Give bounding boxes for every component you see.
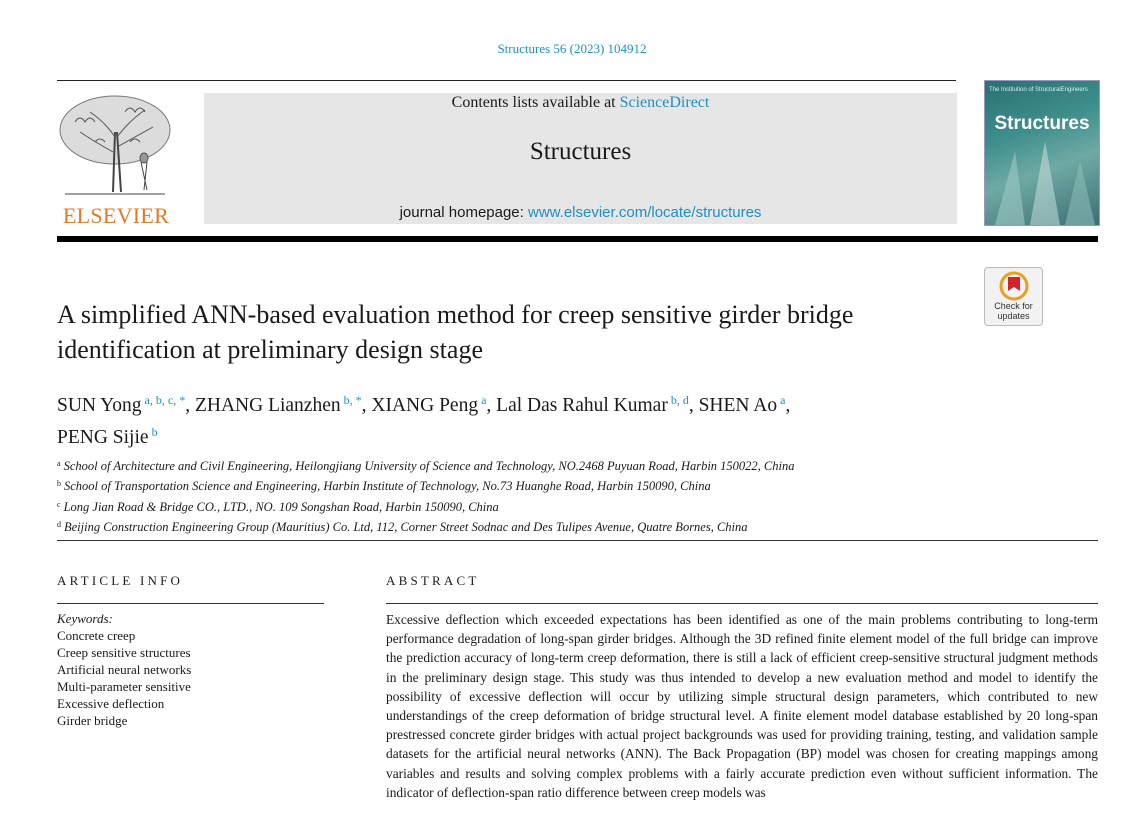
homepage-prefix: journal homepage: <box>399 204 528 221</box>
abstract-heading: ABSTRACT <box>386 573 480 588</box>
affiliation-item <box>57 496 1057 516</box>
cover-building-image <box>985 141 1099 225</box>
journal-title: Structures <box>529 138 632 165</box>
cover-title: Structures <box>994 113 1090 134</box>
author-separator: , <box>486 395 497 416</box>
article-title: A simplified ANN-based evaluation method for creep sensitive girder bridge identification at preliminary design stage <box>57 300 854 364</box>
abstract-text: Excessive deflection which exceeded expectations has been identified as one of the main problems contributing to long-term performance degradation of long-span girder bridges. Although the 3D refined finite element model of the full bridge can improve the prediction accuracy of long-term creep deformation, there is still a lack of efficient creep-sensitive structural judgment methods in the preliminary design stage. This study was thus intended to develop a new evaluation method and model to identify the possibility of excessive deflection will occur by utilizing simple structural design parameters, which contributed to new understandings of the creep deformation of bridge structural level. A finite element model database established by 20 long-span prestressed concrete girder bridges with actual project backgrounds was used for providing training, testing, and validation sample datasets for the artificial neural networks (ANN). The Back Propagation (BP) model was chosen for creating mappings among variables and results and solving complex problems with a fairly accurate prediction even without sufficient information. The indicator of deflection-span ratio difference between creep models was <box>386 612 1098 800</box>
author-affiliation-marker[interactable]: b, * <box>343 393 362 407</box>
journal-citation-link[interactable]: Structures 56 (2023) 104912 <box>497 41 647 56</box>
article-info-heading: ARTICLE INFO <box>57 573 184 588</box>
affiliation-text: School of Architecture and Civil Engineering, Heilongjiang University of Science and Technology, NO.2468 Puyuan Road, Harbin 150022, China <box>63 459 795 473</box>
keyword-item[interactable]: Multi-parameter sensitive <box>57 679 191 694</box>
author-separator: , <box>688 395 699 416</box>
author-name[interactable]: SHEN Ao <box>698 395 778 416</box>
contents-prefix: Contents lists available at <box>451 94 620 111</box>
contents-line <box>204 94 957 112</box>
keyword-item[interactable]: Creep sensitive structures <box>57 645 191 660</box>
journal-cover[interactable] <box>984 80 1100 226</box>
check-for-updates-button[interactable] <box>984 267 1043 326</box>
affiliation-item <box>57 475 1057 495</box>
author-separator: , <box>361 395 372 416</box>
elsevier-wordmark: ELSEVIER <box>62 203 170 228</box>
keywords-label: Keywords: <box>57 611 113 626</box>
cover-society-text: The Institution of StructuralEngineers <box>989 87 1088 93</box>
affiliation-text: Beijing Construction Engineering Group (Mauritius) Co. Ltd, 112, Corner Street Sodnac and Des Tulipes Avenue, Quatre Bornes, China <box>64 519 748 534</box>
check-updates-label: Check for updates <box>994 301 1033 321</box>
author-affiliation-marker[interactable]: b <box>151 425 158 439</box>
author-name[interactable]: ZHANG Lianzhen <box>194 395 341 416</box>
journal-homepage-link[interactable]: www.elsevier.com/locate/structures <box>528 204 762 221</box>
author-separator: , <box>785 395 791 416</box>
affiliation-text: Long Jian Road & Bridge CO., LTD., NO. 109 Songshan Road, Harbin 150090, China <box>63 499 499 514</box>
affiliation-item <box>57 455 1057 475</box>
masthead-divider <box>57 236 1098 242</box>
top-divider <box>57 80 956 81</box>
article-info-divider <box>57 603 324 604</box>
sciencedirect-link[interactable]: ScienceDirect <box>619 94 710 111</box>
affiliation-marker: c <box>57 499 61 509</box>
affiliation-item <box>57 516 1057 536</box>
author-name[interactable]: Lal Das Rahul Kumar <box>496 395 668 416</box>
author-name[interactable]: XIANG Peng <box>371 395 479 416</box>
author-list <box>57 387 1057 451</box>
homepage-line <box>204 204 957 221</box>
affiliation-marker: d <box>57 519 61 529</box>
author-name[interactable]: PENG Sijie <box>57 427 149 448</box>
author-affiliation-marker[interactable]: b, d <box>670 393 689 407</box>
abstract-divider <box>386 603 1098 604</box>
affiliation-text: School of Transportation Science and Engineering, Harbin Institute of Technology, No.73 Huanghe Road, Harbin 150090, China <box>64 479 711 494</box>
author-affiliation-marker[interactable]: a <box>481 393 487 407</box>
keyword-item[interactable]: Concrete creep <box>57 628 136 643</box>
affiliation-list <box>57 455 1057 536</box>
keyword-item[interactable]: Artificial neural networks <box>57 662 192 677</box>
author-separator: , <box>185 395 195 416</box>
journal-masthead <box>204 93 957 224</box>
keyword-item[interactable]: Girder bridge <box>57 713 128 728</box>
keywords-block <box>57 610 191 729</box>
section-divider <box>57 540 1098 541</box>
author-affiliation-marker[interactable]: a, b, c, * <box>144 393 186 407</box>
affiliation-marker: b <box>57 479 61 489</box>
author-affiliation-marker[interactable]: a <box>780 393 786 407</box>
keyword-item[interactable]: Excessive deflection <box>57 696 165 711</box>
author-name[interactable]: SUN Yong <box>57 395 142 416</box>
affiliation-marker: a <box>57 459 61 468</box>
check-updates-icon <box>999 271 1029 301</box>
